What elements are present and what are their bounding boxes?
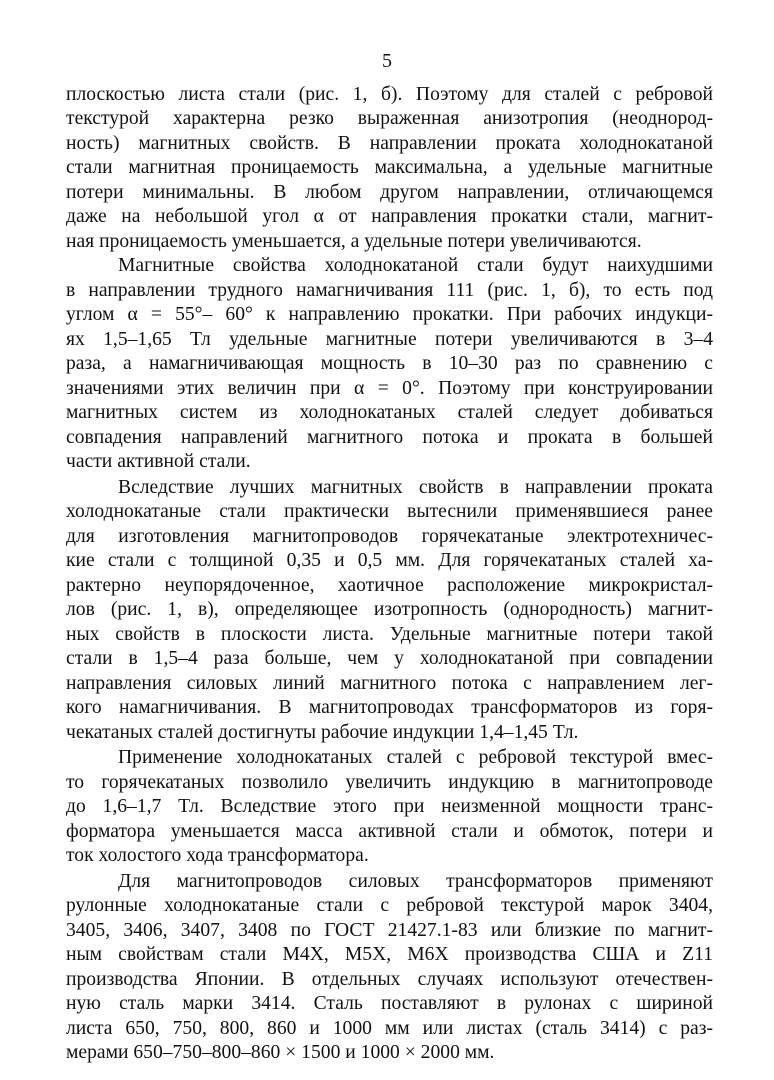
- text-line: ность) магнитных свойств. В направлении проката холоднокатаной: [66, 132, 713, 154]
- text-line: Магнитные свойства холоднокатаной стали будут наихудшими: [118, 255, 713, 277]
- text-line: плоскостью листа стали (рис. 1, б). Поэтому для сталей с ребровой: [66, 84, 713, 105]
- text-line: Вследствие лучших магнитных свойств в направлении проката: [118, 476, 713, 498]
- text-line: в направлении трудного намагничивания 111 (рис. 1, б), то есть под: [66, 279, 713, 301]
- text-line: ток холостого хода трансформатора.: [66, 845, 369, 867]
- text-line: кого намагничивания. В магнитопроводах трансформаторов из горя-: [66, 697, 713, 719]
- text-line: направления силовых линий магнитного потока с направлением лег-: [66, 672, 713, 694]
- text-line: значениями этих величин при α = 0°. Поэтому при конструировании: [66, 377, 713, 399]
- text-line: форматора уменьшается масса активной стали и обмоток, потери и: [66, 820, 713, 842]
- text-line: для изготовления магнитопроводов горячекатаные электротехничес-: [66, 525, 713, 547]
- text-line: ную сталь марки 3414. Сталь поставляют в рулонах с шириной: [66, 993, 713, 1015]
- text-line: углом α = 55°– 60° к направлению прокатки. При рабочих индукци-: [66, 304, 713, 326]
- text-line: ях 1,5–1,65 Тл удельные магнитные потери увеличиваются в 3–4: [66, 328, 713, 350]
- text-line: даже на небольшой угол α от направления прокатки стали, магнит-: [66, 206, 713, 228]
- text-line: ная проницаемость уменьшается, а удельные потери увеличиваются.: [66, 230, 642, 252]
- text-line: то горячекатаных позволило увеличить индукцию в магнитопроводе: [66, 771, 713, 793]
- text-line: рулонные холоднокатаные стали с ребровой текстурой марок 3404,: [66, 895, 713, 917]
- text-line: Применение холоднокатаных сталей с ребровой текстурой вмес-: [118, 747, 713, 769]
- text-line: лов (рис. 1, в), определяющее изотропность (однородность) магнит-: [66, 599, 713, 621]
- text-line: ным свойствам стали М4Х, М5Х, М6Х производства США и Z11: [66, 944, 713, 966]
- page-number: 5: [382, 50, 392, 72]
- text-line: рактерно неупорядоченное, хаотичное расположение микрокристал-: [66, 574, 713, 596]
- text-line: производства Японии. В отдельных случаях используют отечествен-: [66, 968, 713, 990]
- text-line: чекатаных сталей достигнуты рабочие индукции 1,4–1,45 Тл.: [66, 721, 579, 743]
- text-line: ных свойств в плоскости листа. Удельные магнитные потери такой: [66, 623, 713, 645]
- text-line: совпадения направлений магнитного потока и проката в большей: [66, 426, 713, 448]
- text-line: магнитных систем из холоднокатаных сталей следует добиваться: [66, 402, 713, 424]
- text-line: холоднокатаные стали практически вытеснили применявшиеся ранее: [66, 501, 713, 523]
- text-line: раза, а намагничивающая мощность в 10–30 раз по сравнению с: [66, 353, 713, 375]
- text-line: текстурой характерна резко выраженная анизотропия (неоднород-: [66, 108, 713, 130]
- text-line: части активной стали.: [66, 451, 251, 473]
- text-line: Для магнитопроводов силовых трансформаторов применяют: [118, 870, 713, 892]
- text-line: 3405, 3406, 3407, 3408 по ГОСТ 21427.1-83 или близкие по магнит-: [66, 919, 713, 941]
- text-line: потери минимальны. В любом другом направлении, отличающемся: [66, 181, 713, 203]
- text-line: кие стали с толщиной 0,35 и 0,5 мм. Для горячекатаных сталей ха-: [66, 550, 713, 572]
- text-line: до 1,6–1,7 Тл. Вследствие этого при неизменной мощности транс-: [66, 796, 713, 818]
- text-line: листа 650, 750, 800, 860 и 1000 мм или листах (сталь 3414) с раз-: [66, 1017, 713, 1039]
- text-line: мерами 650–750–800–860 × 1500 и 1000 × 2000 мм.: [66, 1042, 495, 1063]
- text-line: стали в 1,5–4 раза больше, чем у холоднокатаной при совпадении: [66, 648, 713, 670]
- text-line: стали магнитная проницаемость максимальна, а удельные магнитные: [66, 157, 713, 179]
